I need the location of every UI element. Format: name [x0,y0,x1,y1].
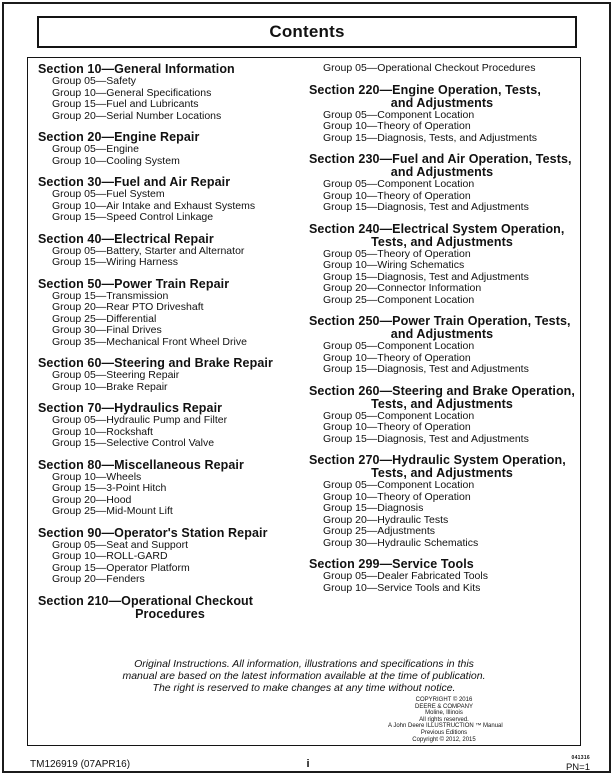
page-title: Contents [269,22,345,41]
group-entry: Group 30—Final Drives [52,324,162,336]
section-title: and Adjustments [390,327,494,341]
section-title: Tests, and Adjustments [371,466,513,480]
copyright-line: All rights reserved. [419,716,469,723]
group-entry: Group 15—Diagnosis, Test and Adjustments [323,432,529,445]
section-title: Section 10—General Information [38,62,235,76]
group-entry: Group 10—Theory of Operation [323,421,471,433]
copyright-line: DEERE & COMPANY [415,703,473,710]
group-entry: Group 05—Component Location [323,108,475,121]
group-entry: Group 20—Connector Information [323,282,482,294]
group-entry: Group 10—Wheels [52,470,142,483]
group-entry: Group 05—Fuel System [52,188,165,200]
toc-section [38,595,302,621]
group-entry: Group 10—Air Intake and Exhaust Systems [52,199,256,212]
section-title: Section 20—Engine Repair [38,130,200,144]
group-entry: Group 30—Hydraulic Schematics [323,536,479,549]
group-entry: Group 15—Speed Control Linkage [52,211,214,223]
section-title: Section 70—Hydraulics Repair [38,401,223,415]
group-entry: Group 35—Mechanical Front Wheel Drive [52,335,247,348]
toc-section [38,459,302,518]
toc-section [38,527,302,586]
group-entry: Group 20—Serial Number Locations [52,109,222,122]
group-entry: Group 05—Dealer Fabricated Tools [323,570,488,582]
group-entry: Group 05—Engine [52,143,139,155]
group-entry: Group 25—Differential [52,312,157,325]
group-entry: Group 15—Diagnosis, Test and Adjustments [323,201,529,213]
group-entry: Group 10—Theory of Operation [323,351,471,364]
group-entry: Group 10—Rockshaft [52,425,153,438]
group-entry: Group 10—Theory of Operation [323,189,471,202]
pn-label: PN=1 [565,762,590,773]
group-entry: Group 10—Service Tools and Kits [323,581,481,594]
group-entry: Group 25—Adjustments [323,525,436,537]
toc-section [309,454,575,549]
group-entry: Group 25—Mid-Mount Lift [52,505,173,517]
section-title: and Adjustments [390,165,494,179]
notice-line: Original Instructions. All information, illustrations and specifications in this [134,658,474,670]
copyright-line: Moline, Illinois [425,710,463,717]
section-title: Section 80—Miscellaneous Repair [38,457,244,472]
toc-section [309,84,575,145]
document-id: TM126919 (07APR16) [30,759,131,770]
group-entry: Group 10—Wiring Schematics [323,259,465,271]
original-instructions-notice [27,658,581,694]
group-entry: Group 20—Rear PTO Driveshaft [52,301,204,313]
section-title: Section 230—Fuel and Air Operation, Tests, [309,152,572,166]
section-title: Section 60—Steering and Brake Repair [38,356,273,370]
section-title: Section 210—Operational Checkout [38,593,254,608]
section-title: Tests, and Adjustments [371,396,513,411]
toc-section [309,385,575,446]
group-entry: Group 10—Theory of Operation [323,490,471,503]
contents-title-box [37,16,577,48]
toc-column-left [38,63,302,630]
toc-section [309,223,575,307]
section-title: Section 240—Electrical System Operation, [309,221,565,236]
section-title: and Adjustments [390,95,494,110]
group-entry: Group 05—Component Location [323,178,475,190]
group-entry: Group 10—Brake Repair [52,380,168,393]
group-entry: Group 10—Theory of Operation [323,120,471,132]
group-entry: Group 15—Operator Platform [52,561,190,574]
section-title: Section 50—Power Train Repair [38,276,230,291]
toc-section [309,558,575,594]
group-entry: Group 05—Battery, Starter and Alternator [52,244,245,257]
toc-column-right [309,63,575,603]
section-title: Section 250—Power Train Operation, Tests, [309,314,571,328]
group-entry: Group 05—Component Location [323,340,475,352]
copyright-line: COPYRIGHT © 2016 [415,697,473,703]
group-entry: Group 15—Diagnosis, Test and Adjustments [323,363,529,375]
group-entry: Group 05—Safety [52,75,137,87]
group-entry: Group 15—Fuel and Lubricants [52,98,199,110]
group-entry: Group 15—Diagnosis, Tests, and Adjustments [323,131,538,144]
print-code: 041316 [571,755,590,761]
group-entry: Group 05—Seat and Support [52,538,189,551]
copyright-line: A John Deere ILLUSTRUCTION ™ Manual [388,723,503,730]
toc-section [38,131,302,167]
group-entry: Group 20—Hood [52,493,132,506]
section-title: Tests, and Adjustments [371,234,513,249]
group-entry: Group 15—Diagnosis [323,502,424,514]
toc-section [38,176,302,224]
group-entry: Group 10—ROLL-GARD [52,550,168,562]
group-entry: Group 05—Hydraulic Pump and Filter [52,414,228,426]
group-entry: Group 20—Hydraulic Tests [323,513,449,526]
group-entry: Group 15—3-Point Hitch [52,482,167,494]
toc-section [38,63,302,122]
group-entry: Group 15—Wiring Harness [52,256,179,268]
copyright-line: Copyright © 2012, 2015 [412,736,476,743]
page-footer [0,755,616,775]
section-title: Section 299—Service Tools [309,557,474,571]
notice-line: manual are based on the latest information available at the time of publication. [122,670,486,682]
section-title: Section 90—Operator's Station Repair [38,525,268,540]
section-title: Section 30—Fuel and Air Repair [38,175,231,189]
toc-section [38,357,302,393]
group-entry: Group 15—Transmission [52,289,169,302]
notice-line: The right is reserved to make changes at any time without notice. [152,682,456,694]
group-entry: Group 25—Component Location [323,293,475,306]
toc-section [38,233,302,269]
section-title: Section 220—Engine Operation, Tests, [309,82,541,97]
toc-section [38,402,302,450]
group-entry: Group 05—Operational Checkout Procedures [323,62,536,74]
group-entry: Group 05—Component Location [323,479,475,491]
group-entry: Group 15—Selective Control Valve [52,437,215,449]
group-entry: Group 05—Theory of Operation [323,247,471,260]
section-title: Section 260—Steering and Brake Operation, [309,383,575,398]
copyright-line: Previous Editions [420,729,468,736]
section-title: Procedures [135,606,205,621]
toc-section [309,315,575,376]
group-entry: Group 20—Fenders [52,573,145,585]
group-entry: Group 10—Cooling System [52,154,180,167]
group-entry: Group 05—Component Location [323,409,475,422]
section-title: Section 40—Electrical Repair [38,231,214,246]
group-entry: Group 05—Steering Repair [52,369,180,381]
page-number: i [306,758,310,770]
copyright-block [388,697,503,743]
toc-section [38,278,302,349]
group-entry: Group 15—Diagnosis, Test and Adjustments [323,270,529,283]
toc-section [309,63,575,75]
toc-section [309,153,575,214]
section-title: Section 270—Hydraulic System Operation, [309,453,566,467]
group-entry: Group 10—General Specifications [52,86,212,99]
